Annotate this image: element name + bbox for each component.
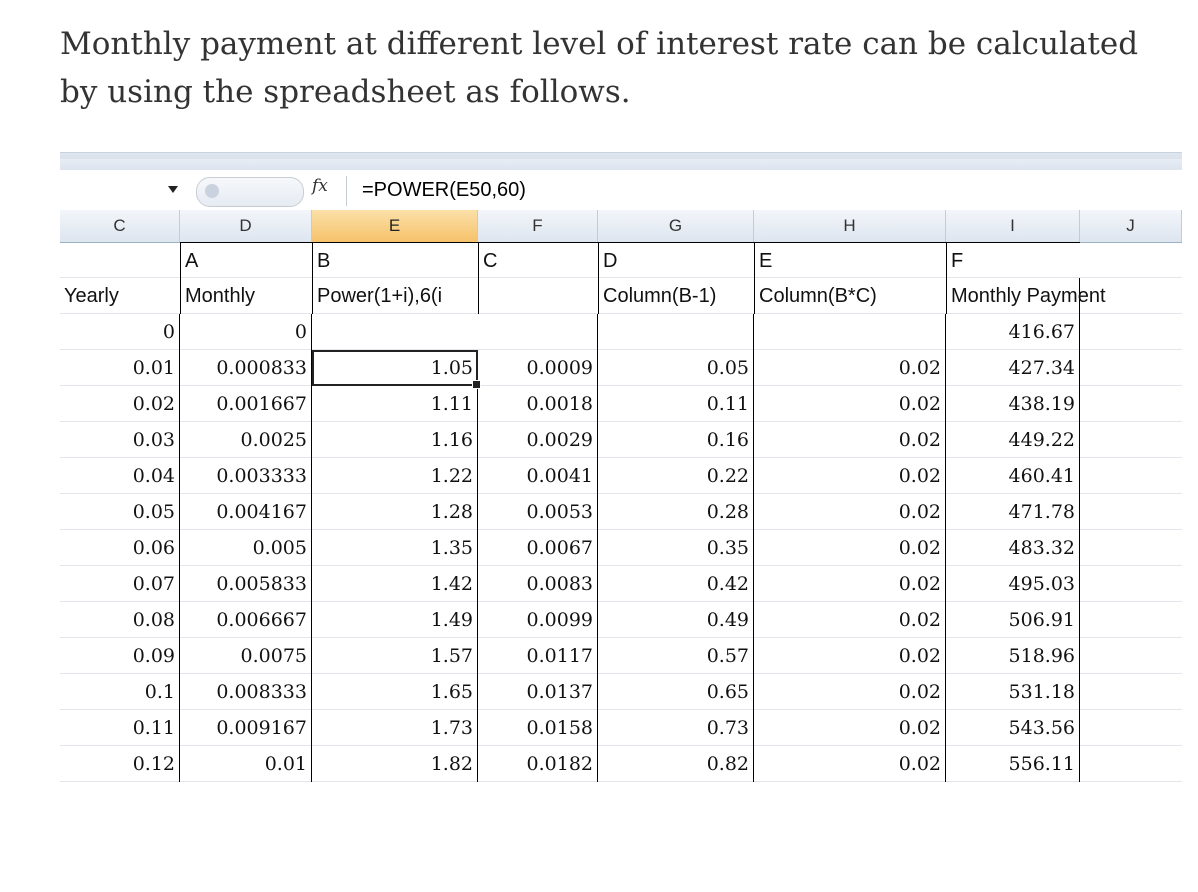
ribbon-edge (60, 152, 1182, 171)
data-cell[interactable]: 0.004167 (180, 494, 312, 530)
data-cell[interactable]: 543.56 (946, 710, 1080, 746)
table-row (60, 746, 1182, 782)
label-cell[interactable]: C (478, 242, 598, 278)
data-cell[interactable]: 0.03 (60, 422, 180, 458)
data-cell[interactable]: 1.65 (312, 674, 478, 710)
data-cell[interactable]: 0.82 (598, 746, 754, 782)
column-header-h[interactable]: H (754, 210, 946, 242)
formula-bar (60, 170, 1182, 211)
data-cell[interactable]: 0.02 (754, 566, 946, 602)
data-cell[interactable]: 1.82 (312, 746, 478, 782)
fx-icon[interactable]: fx (312, 176, 328, 196)
data-cell[interactable]: 0.0099 (478, 602, 598, 638)
header-cell[interactable] (478, 278, 598, 314)
data-cell[interactable]: 0.11 (598, 386, 754, 422)
data-cell[interactable]: 0.35 (598, 530, 754, 566)
data-cell[interactable]: 0.05 (598, 350, 754, 386)
label-cell[interactable]: D (598, 242, 754, 278)
data-cell[interactable]: 0.005833 (180, 566, 312, 602)
data-cell[interactable]: 1.42 (312, 566, 478, 602)
data-cell[interactable]: 0.009167 (180, 710, 312, 746)
data-cell[interactable]: 0.0158 (478, 710, 598, 746)
data-cell[interactable]: 0.02 (754, 350, 946, 386)
data-cell[interactable]: 0.02 (754, 494, 946, 530)
data-cell[interactable]: 0.0041 (478, 458, 598, 494)
table-row (60, 350, 1182, 386)
data-cell[interactable]: 0.02 (754, 458, 946, 494)
table-row (60, 710, 1182, 746)
data-cell[interactable]: 0.02 (754, 422, 946, 458)
data-cell[interactable]: 1.35 (312, 530, 478, 566)
label-cell[interactable]: A (180, 242, 312, 278)
data-cell[interactable]: 0.0009 (478, 350, 598, 386)
table-row (60, 422, 1182, 458)
data-cell[interactable]: 0.02 (754, 530, 946, 566)
dropdown-arrow-icon[interactable] (168, 186, 178, 193)
data-cell[interactable]: 0.02 (754, 674, 946, 710)
data-cell[interactable]: 0.06 (60, 530, 180, 566)
column-header-c[interactable]: C (60, 210, 180, 242)
data-cell[interactable]: 506.91 (946, 602, 1080, 638)
data-cell[interactable]: 416.67 (946, 314, 1080, 350)
column-header-e[interactable]: E (312, 210, 478, 242)
data-cell[interactable]: 0.02 (60, 386, 180, 422)
header-cell[interactable]: Monthly (180, 278, 312, 314)
data-cell[interactable]: 0.0075 (180, 638, 312, 674)
data-cell[interactable]: 471.78 (946, 494, 1080, 530)
label-cell[interactable]: E (754, 242, 946, 278)
data-cell[interactable]: 0.28 (598, 494, 754, 530)
data-cell[interactable]: 556.11 (946, 746, 1080, 782)
data-cell[interactable]: 0.05 (60, 494, 180, 530)
data-cell[interactable]: 0.02 (754, 638, 946, 674)
header-row (60, 278, 1182, 314)
data-cell[interactable]: 1.22 (312, 458, 478, 494)
data-cell[interactable]: 0.02 (754, 710, 946, 746)
table-row (60, 566, 1182, 602)
table-row (60, 494, 1182, 530)
data-cell[interactable]: 0.005 (180, 530, 312, 566)
data-cell[interactable]: 0.0182 (478, 746, 598, 782)
data-cell[interactable]: 0.65 (598, 674, 754, 710)
data-cell[interactable]: 0.57 (598, 638, 754, 674)
data-cell[interactable]: 1.11 (312, 386, 478, 422)
data-cell[interactable]: 0.02 (754, 602, 946, 638)
data-cell[interactable]: 0.0018 (478, 386, 598, 422)
data-cell[interactable]: 0.22 (598, 458, 754, 494)
table-row (60, 386, 1182, 422)
data-cell[interactable]: 0.12 (60, 746, 180, 782)
data-cell[interactable]: 495.03 (946, 566, 1080, 602)
data-cell[interactable]: 0.02 (754, 746, 946, 782)
data-cell[interactable]: 0.001667 (180, 386, 312, 422)
label-cell[interactable]: B (312, 242, 478, 278)
data-cell[interactable]: 0.01 (180, 746, 312, 782)
name-box-knob-icon (205, 184, 219, 198)
data-cell[interactable]: 1.57 (312, 638, 478, 674)
data-cell[interactable] (754, 314, 946, 350)
data-cell[interactable]: 1.16 (312, 422, 478, 458)
data-cell[interactable]: 0.42 (598, 566, 754, 602)
formula-divider (346, 176, 347, 206)
data-cell[interactable]: 0.02 (754, 386, 946, 422)
column-header-d[interactable]: D (180, 210, 312, 242)
data-cell[interactable]: 0.006667 (180, 602, 312, 638)
header-cell[interactable]: Column(B-1) (598, 278, 754, 314)
table-row (60, 314, 1182, 350)
data-cell[interactable]: 0.11 (60, 710, 180, 746)
column-header-i[interactable]: I (946, 210, 1080, 242)
header-cell[interactable]: Column(B*C) (754, 278, 946, 314)
formula-input[interactable]: =POWER(E50,60) (362, 179, 526, 201)
data-cell[interactable]: 427.34 (946, 350, 1080, 386)
data-cell[interactable]: 1.28 (312, 494, 478, 530)
data-cell[interactable]: 0.73 (598, 710, 754, 746)
table-row (60, 530, 1182, 566)
data-cell[interactable]: 0.0137 (478, 674, 598, 710)
data-cell[interactable] (598, 314, 754, 350)
data-cell[interactable]: 438.19 (946, 386, 1080, 422)
data-cell[interactable]: 0.08 (60, 602, 180, 638)
data-cell[interactable]: 0.0029 (478, 422, 598, 458)
data-cell[interactable]: 0.1 (60, 674, 180, 710)
data-cell[interactable]: 0.0067 (478, 530, 598, 566)
data-cell[interactable] (478, 314, 598, 350)
table-row (60, 458, 1182, 494)
table-row (60, 602, 1182, 638)
data-cell[interactable]: 0.49 (598, 602, 754, 638)
column-headers (60, 210, 1182, 243)
data-cell[interactable]: 0.04 (60, 458, 180, 494)
label-cell[interactable] (60, 242, 180, 278)
label-row (60, 242, 1182, 278)
data-cell[interactable]: 483.32 (946, 530, 1080, 566)
column-header-g[interactable]: G (598, 210, 754, 242)
data-cell[interactable]: 0.008333 (180, 674, 312, 710)
column-header-f[interactable]: F (478, 210, 598, 242)
label-cell[interactable]: F (946, 242, 1080, 278)
data-cell[interactable]: 0.000833 (180, 350, 312, 386)
data-cell[interactable]: 0.09 (60, 638, 180, 674)
data-cell[interactable]: 1.05 (312, 350, 478, 386)
data-cell[interactable]: 0.0117 (478, 638, 598, 674)
data-cell[interactable]: 0 (180, 314, 312, 350)
data-cell[interactable]: 449.22 (946, 422, 1080, 458)
table-row (60, 638, 1182, 674)
data-cell[interactable]: 0.0083 (478, 566, 598, 602)
data-cell[interactable]: 0.16 (598, 422, 754, 458)
column-header-j[interactable]: J (1080, 210, 1182, 242)
header-cell[interactable]: Power(1+i),6(i (312, 278, 478, 314)
data-cell[interactable]: 0 (60, 314, 180, 350)
header-cell[interactable]: Yearly (64, 285, 119, 307)
data-cell[interactable]: 0.0053 (478, 494, 598, 530)
data-cell[interactable]: 531.18 (946, 674, 1080, 710)
data-cell[interactable]: 0.0025 (180, 422, 312, 458)
data-cell[interactable]: 1.73 (312, 710, 478, 746)
name-box[interactable] (196, 177, 304, 207)
header-cell[interactable]: Monthly Payment (946, 278, 1080, 314)
data-cell[interactable]: 518.96 (946, 638, 1080, 674)
data-cell[interactable]: 0.01 (60, 350, 180, 386)
intro-paragraph: Monthly payment at different level of interest rate can be calculated by using the spreadsheet as follows. (60, 26, 1139, 110)
spreadsheet-screenshot (60, 152, 1182, 842)
data-cell[interactable]: 460.41 (946, 458, 1080, 494)
table-row (60, 674, 1182, 710)
data-cell[interactable]: 0.07 (60, 566, 180, 602)
data-cell[interactable]: 0.003333 (180, 458, 312, 494)
data-cell[interactable]: 1.49 (312, 602, 478, 638)
data-cell[interactable] (312, 314, 478, 350)
